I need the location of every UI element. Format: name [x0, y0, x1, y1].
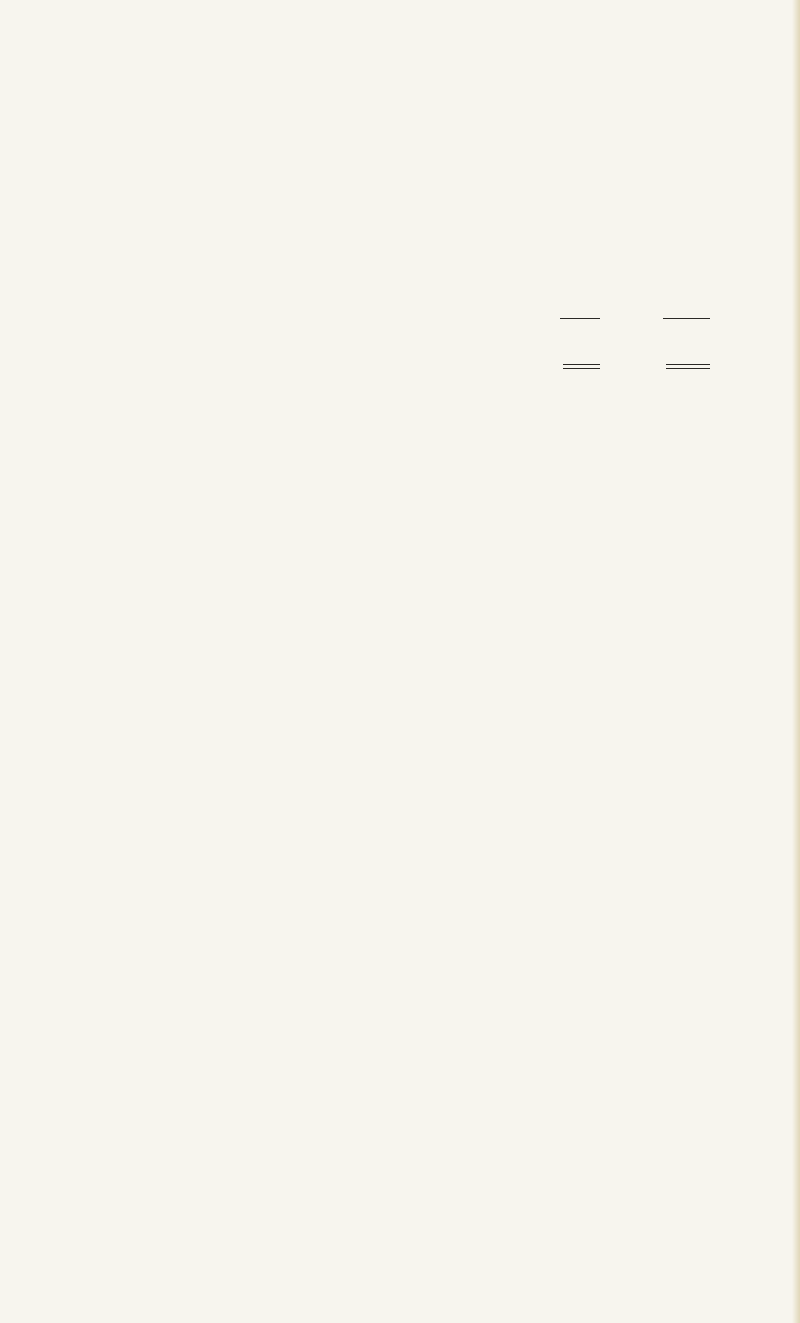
total-double-rule-1936: [563, 364, 600, 369]
page-edge: [792, 0, 800, 1323]
sum-rule-1937: [663, 318, 710, 319]
sum-rule-1936: [560, 318, 600, 319]
total-double-rule-1937: [666, 364, 710, 369]
